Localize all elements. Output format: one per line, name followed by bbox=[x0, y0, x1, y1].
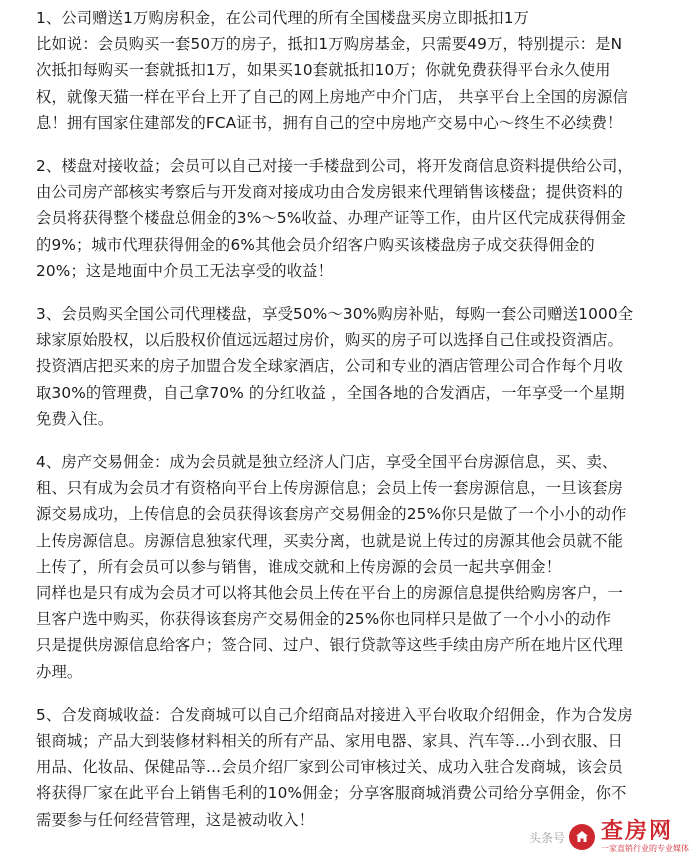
text-line: 免费入住。 bbox=[36, 409, 114, 428]
text-line: 权，就像天猫一样在平台上开了自己的网上房地产中介门店， 共享平台上全国的房源信 bbox=[36, 87, 628, 106]
text-line: 会员将获得整个楼盘总佣金的3%～5%收益、办理产证等工作，由片区代完成获得佣金 bbox=[36, 209, 626, 228]
house-icon bbox=[569, 824, 595, 850]
text-line: 次抵扣每购买一套就抵扣1万，如果买10套就抵扣10万；你就免费获得平台永久使用 bbox=[36, 61, 611, 80]
text-line: 的9%；城市代理获得佣金的6%其他会员介绍客户购买该楼盘房子成交获得佣金的 bbox=[36, 235, 595, 254]
watermark-sub: 一家直销行业的专业媒体 bbox=[601, 844, 689, 853]
watermark-main: 查房网 bbox=[601, 819, 674, 844]
house-icon-glyph bbox=[574, 829, 590, 845]
text-line: 租、只有成为会员才有资格向平台上传房源信息；会员上传一套房源信息，一旦该套房 bbox=[36, 479, 623, 498]
text-line: 只是提供房源信息给客户；签合同、过户、银行贷款等这些手续由房产所在地片区代理 bbox=[36, 636, 623, 655]
paragraph-5 bbox=[36, 702, 687, 833]
text-line: 1、公司赠送1万购房积金，在公司代理的所有全国楼盘买房立即抵扣1万 bbox=[36, 9, 530, 27]
text-line: 由公司房产部核实考察后与开发商对接成功由合发房银来代理销售该楼盘；提供资料的 bbox=[36, 183, 623, 202]
text-line: 源交易成功，上传信息的会员获得该套房产交易佣金的25%你只是做了一个小小的动作 bbox=[36, 505, 627, 524]
text-line: 4、房产交易佣金：成为会员就是独立经济人门店，享受全国平台房源信息，买、卖、 bbox=[36, 453, 618, 472]
text-line: 取30%的管理费，自己拿70% 的分红收益 ，全国各地的合发酒店，一年享受一个星期 bbox=[36, 383, 625, 402]
paragraph-3 bbox=[36, 301, 687, 432]
text-line: 球家原始股权，以后股权价值远远超过房价，购买的房子可以选择自己住或投资酒店。 bbox=[36, 331, 623, 350]
text-line: 息！拥有国家住建部发的FCA证书，拥有自己的空中房地产交易中心～终生不必续费！ bbox=[36, 113, 623, 132]
text-line: 将获得厂家在此平台上销售毛利的10%佣金；分享客服商城消费公司给分享佣金，你不 bbox=[36, 784, 627, 803]
text-line: 上传了，所有会员可以参与销售，谁成交就和上传房源的会员一起共享佣金！ bbox=[36, 557, 562, 576]
watermark-prefix: 头条号 bbox=[528, 830, 565, 845]
text-line: 银商城；产品大到装修材料相关的所有产品、家用电器、家具、汽车等…小到衣服、日 bbox=[36, 732, 623, 751]
text-line: 同样也是只有成为会员才可以将其他会员上传在平台上的房源信息提供给购房客户，一 bbox=[36, 584, 623, 603]
paragraph-4 bbox=[36, 449, 687, 685]
text-line: 旦客户选中购买，你获得该套房产交易佣金的25%你也同样只是做了一个小小的动作 bbox=[36, 610, 612, 629]
watermark-logo bbox=[529, 821, 689, 853]
text-line: 用品、化妆品、保健品等…会员介绍厂家到公司审核过关、成功入驻合发商城，该会员 bbox=[36, 758, 623, 777]
text-line: 上传房源信息。房源信息独家代理，买卖分离，也就是说上传过的房源其他会员就不能 bbox=[36, 531, 623, 550]
paragraph-1 bbox=[36, 5, 687, 136]
text-line: 比如说：会员购买一套50万的房子，抵扣1万购房基金，只需要49万，特别提示：是N bbox=[36, 35, 623, 54]
text-line: 5、合发商城收益：合发商城可以自己介绍商品对接进入平台收取介绍佣金，作为合发房 bbox=[36, 705, 633, 724]
text-line: 20%；这是地面中介员工无法享受的收益！ bbox=[36, 261, 334, 280]
text-line: 需要参与任何经营管理，这是被动收入！ bbox=[36, 810, 315, 829]
text-line: 办理。 bbox=[36, 662, 83, 681]
text-line: 投资酒店把买来的房子加盟合发全球家酒店，公司和专业的酒店管理公司合作每个月收 bbox=[36, 357, 623, 376]
text-line: 2、楼盘对接收益；会员可以自己对接一手楼盘到公司，将开发商信息资料提供给公司， bbox=[36, 157, 633, 176]
paragraph-2 bbox=[36, 153, 687, 284]
text-line: 3、会员购买全国公司代理楼盘，享受50%～30%购房补贴，每购一套公司赠送1000全 bbox=[36, 305, 634, 324]
watermark-text bbox=[601, 821, 689, 853]
